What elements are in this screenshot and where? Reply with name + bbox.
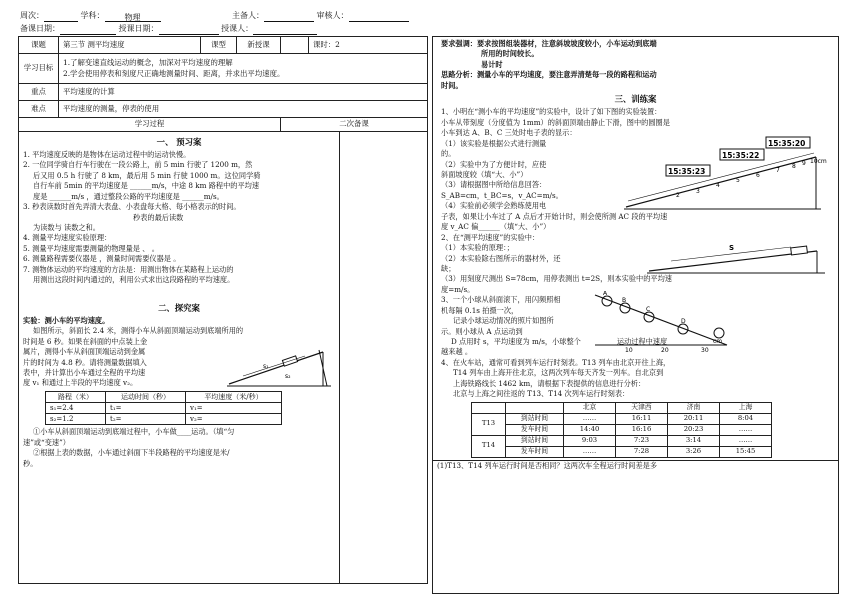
cell-s2: s₂=1.2: [46, 414, 106, 425]
clock-c: 15:35:23: [668, 166, 706, 176]
header-row-2: [20, 23, 317, 35]
clock-b: 15:35:22: [722, 150, 760, 160]
r22: 示。则小球从 A 点运动到: [441, 326, 523, 336]
tt-r0c5: 8:04: [720, 413, 772, 424]
svg-text:6: 6: [756, 171, 760, 179]
hard-value: 平均速度的测量，停表的使用: [59, 101, 428, 118]
e6: 度 v₁ 和通过上半段的平均速度 v₂。: [23, 378, 138, 388]
p3a: 3. 秒表读数时首先弄清大表盘、小表盘每大格、每小格表示的时间。: [23, 202, 241, 212]
prep-date-blank[interactable]: [60, 25, 116, 35]
tt-r1c1: 发车时间: [506, 424, 564, 435]
p5: 5. 测量平均速度需要测量的物理量是 、 。: [23, 243, 159, 253]
goals-label: 学习目标: [19, 54, 59, 84]
teacher-blank[interactable]: [253, 25, 317, 35]
svg-text:C: C: [646, 306, 651, 314]
req3: 易计时: [481, 59, 503, 69]
svg-text:8: 8: [792, 162, 796, 170]
tt-train-t13: T13: [472, 413, 506, 435]
week-label: 周次：: [20, 11, 44, 20]
q1b: 速”或“变速”）: [23, 437, 70, 447]
tt-r1c5: ……: [720, 424, 772, 435]
cell-t2[interactable]: t₂=: [106, 414, 186, 425]
svg-text:4: 4: [716, 181, 720, 189]
main-preparer-label: 主备人：: [232, 11, 264, 20]
tt-r3c5: 15:45: [720, 446, 772, 457]
hard-label: 难点: [19, 101, 59, 118]
p2b: 后又用 0.5 h 行驶了 8 km，最后用 5 min 行驶 1000 m。这位同学骑: [33, 170, 261, 180]
main-preparer-blank[interactable]: [264, 12, 314, 22]
r24: 越来越 。: [441, 347, 473, 357]
teach-date-blank[interactable]: [159, 25, 219, 35]
p3b: 秒表的最后读数: [133, 212, 184, 222]
teach-date-label: 授课日期：: [118, 24, 159, 33]
type-value: 新授课: [237, 37, 281, 54]
r19: 3、一个小球从斜面滚下，用闪频照相: [441, 295, 561, 305]
p4: 4. 测量平均速度实验原理：: [23, 233, 112, 243]
cell-s1: s₁=2.4: [46, 403, 106, 414]
topic-label: 课题: [19, 37, 59, 54]
timetable: [471, 402, 772, 458]
tt-h4: 济南: [668, 402, 720, 413]
svg-text:7: 7: [776, 166, 780, 174]
tt-r2c2: 9:03: [564, 435, 616, 446]
r5: 的。: [441, 149, 456, 159]
goal-1: 1.了解变速直线运动的概念，加深对平均速度的理解: [63, 57, 233, 67]
p7a: 7. 测物体运动的平均速度的方法是：用测出物体在某路程上运动的: [23, 264, 234, 274]
p2d: 度是 ______m/s ，通过整段公路的平均速度是 ______m/s。: [33, 191, 224, 201]
tt-r1c4: 20:23: [668, 424, 720, 435]
r3: 小车到达 A、B、C 三处时电子表的显示：: [441, 128, 577, 138]
topic-value: 第三节 测平均速度: [59, 37, 201, 54]
q1a: ①小车从斜面顶端运动到底端过程中，小车做____运动。（填“匀: [33, 427, 235, 437]
train-title: 三、训练案: [614, 94, 657, 105]
r17: （3）用刻度尺测出 S=78cm，用停表测出 t=2S，则本实验中的平均速: [441, 274, 672, 284]
ramp-clock-figure: [616, 131, 830, 221]
r7: 斜面坡度较（填“大、小”）: [441, 170, 528, 179]
tt-h3: 天津西: [616, 402, 668, 413]
p2a: 2. 一位同学骑自行车行驶在一段公路上，前 5 min 行驶了 1200 m，然: [23, 160, 253, 170]
r11: 子表，如果让小车过了 A 点后才开始计时，则会使所测 AC 段的平均速: [441, 211, 668, 221]
q2b: 秒。: [23, 458, 38, 468]
svg-text:A: A: [603, 291, 608, 298]
svg-text:20: 20: [661, 347, 669, 354]
preview-title: 一、 预习案: [156, 136, 202, 147]
reviewer-blank[interactable]: [349, 12, 409, 22]
header-row-1b: [232, 10, 409, 22]
p2c: 自行车前 5min 的平均速度是 ______m/s，中途 8 km 路程中的平均速: [33, 181, 260, 191]
r12: 度 v_AC 偏______（填“大、小”）: [441, 222, 551, 232]
fig1-unit: 10cm: [810, 157, 827, 165]
tt-h5: 上海: [720, 402, 772, 413]
r1: 1、小明在“测小车的平均速度”的实验中，设计了如下图的实验装置：: [441, 107, 662, 117]
svg-text:s₂: s₂: [285, 373, 291, 381]
cart-ramp-figure: [641, 237, 831, 279]
exp-title: 实验：测小车的平均速度。: [23, 315, 110, 325]
svg-text:10: 10: [625, 347, 633, 354]
r16: 缺；: [441, 263, 456, 273]
hours-label: 课时：2: [309, 37, 428, 54]
r27: 上海铁路线长 1462 km，请根据下表提供的信息进行分析：: [453, 378, 646, 388]
r6: （2）实验中为了方便计时，应使: [441, 159, 547, 169]
process-label: 学习过程: [19, 118, 281, 132]
ball-ramp-figure: [591, 291, 731, 353]
tt-r3c3: 7:28: [616, 446, 668, 457]
r15: （2）本实验除右图所示的器材外，还: [441, 253, 561, 263]
cell-t1[interactable]: t₁=: [106, 403, 186, 414]
r20: 机每隔 0.1s 拍摄一次，: [441, 305, 519, 315]
right-column: [432, 36, 839, 594]
think1: 思路分析：测量小车的平均速度，要注意弄清楚每一段的路程和运动: [441, 70, 657, 80]
svg-text:2: 2: [676, 191, 680, 199]
teacher-label: 授课人：: [221, 24, 254, 33]
tt-r0c2: ……: [564, 413, 616, 424]
think2: 时间。: [441, 80, 463, 90]
p6: 6. 测量路程需要仪器是 ，测量时间需要仪器是 。: [23, 254, 181, 264]
subject-label: 学科：: [80, 11, 105, 20]
r18: 度=m/s。: [441, 284, 475, 294]
svg-text:B: B: [622, 297, 627, 305]
second-label: 二次备课: [281, 118, 428, 132]
tt-r0c1: 到站时间: [506, 413, 564, 424]
left-column: [18, 36, 428, 584]
data-table: [45, 391, 282, 425]
r2: 小车从带刻度（分度值为 1mm）的斜面顶端由静止下滑，图中的圆圈是: [441, 117, 670, 127]
r4: （1）该实验是根据公式进行测量: [441, 138, 547, 148]
r8: （3）请根据图中所给信息回答：: [441, 180, 547, 190]
tt-r2c5: ……: [720, 435, 772, 446]
e4: 片的时间为 4.8 秒。请将测量数据填入: [23, 357, 147, 367]
r25: 4、在火车站，通常可看到列车运行时刻表。T13 列车由北京开往上海，: [441, 357, 671, 367]
th-distance: 路程（米）: [46, 391, 106, 402]
explore-title: 二、探究案: [158, 302, 200, 313]
q2a: ②根据上表的数据，小车通过斜面下半段路程的平均速度是米/: [33, 448, 230, 458]
tt-r3c4: 3:26: [668, 446, 720, 457]
th-time: 运动时间（秒）: [106, 391, 186, 402]
svg-text:5: 5: [736, 176, 740, 184]
tt-r2c4: 3:14: [668, 435, 720, 446]
tt-r3c1: 发车时间: [506, 446, 564, 457]
tt-train-t14: T14: [472, 435, 506, 457]
e2: 时间是 6 秒。如果在斜面的中点装上金: [23, 336, 148, 346]
p1: 1. 平均速度反映的是物体在运动过程中的运动快慢。: [23, 149, 191, 159]
svg-text:3: 3: [696, 187, 700, 195]
req1: 要求强调：要求按图组装器材，注意斜坡坡度较小，小车运动到底端: [441, 39, 657, 48]
e3: 属片，测得小车从斜面顶端运动到金属: [23, 347, 146, 357]
svg-text:30: 30: [701, 347, 709, 354]
key-value: 平均速度的计算: [59, 84, 428, 101]
e1: 如图所示，斜面长 2.4 米，测得小车从斜面顶端运动到底端所用的: [33, 326, 244, 336]
r13: 2、在“测平均速度”的实验中：: [441, 232, 540, 242]
r26: T14 列车由上海开往北京，这两次列车每天齐发一列车。自北京到: [453, 368, 664, 378]
header-row-1: [20, 10, 161, 22]
p7b: 用测出这段时间内通过的，利用公式求出这段路程的平均速度。: [33, 275, 235, 285]
tt-r2c3: 7:23: [616, 435, 668, 446]
left-body: [18, 132, 428, 584]
cell-v2[interactable]: v₂=: [186, 414, 282, 425]
p3c: 为读数与 读数之和。: [33, 222, 100, 232]
req2: 所用的时间较长。: [481, 49, 539, 59]
tt-h2: 北京: [564, 402, 616, 413]
info-table: [18, 36, 428, 132]
tt-h0: [472, 402, 506, 413]
tt-r1c3: 16:16: [616, 424, 668, 435]
tt-r0c3: 16:11: [616, 413, 668, 424]
week-blank[interactable]: [44, 12, 78, 22]
fig3-unit: cm: [713, 338, 723, 346]
r9: S_AB=cm，t_BC=s，v_AC=m/s。: [441, 190, 563, 200]
svg-text:D: D: [681, 318, 686, 326]
th-speed: 平均速度（米/秒）: [186, 391, 282, 402]
svg-text:9: 9: [802, 159, 806, 167]
r28: 北京与上海之间往返的 T13、T14 次列车运行时刻表：: [453, 389, 630, 399]
r21: 记录小球运动情况的照片如图所: [453, 316, 554, 326]
cell-v1[interactable]: v₁=: [186, 403, 282, 414]
r10: （4）实验前必须学会熟练使用电: [441, 201, 547, 211]
goal-2: 2.学会使用停表和刻度尺正确地测量时间、距离，并求出平均速度。: [63, 68, 285, 78]
prep-date-label: 备课日期：: [20, 24, 60, 33]
subject-value: 物理: [105, 12, 161, 22]
reviewer-label: 审核人：: [316, 11, 349, 20]
tt-r0c4: 20:11: [668, 413, 720, 424]
key-label: 重点: [19, 84, 59, 101]
type-label: 课型: [201, 37, 237, 54]
incline-figure: [223, 336, 335, 392]
tt-r1c2: 14:40: [564, 424, 616, 435]
r29: (1)T13、T14 列车运行时间是否相同？这两次车全程运行时间差是多: [433, 460, 838, 471]
r14: （1）本实验的原理：；: [441, 243, 514, 253]
tt-h1: [506, 402, 564, 413]
e5: 表中，并计算出小车通过全程的平均速: [23, 367, 146, 377]
r23b: 运动过程中速度: [616, 337, 668, 346]
r23: D 点用时 s，平均速度为 m/s，小球整个 运动过程中速度: [451, 337, 668, 346]
fig2-label: S: [729, 244, 735, 253]
tt-r3c2: ……: [564, 446, 616, 457]
clock-a: 15:35:20: [768, 138, 806, 148]
svg-text:s₁: s₁: [263, 363, 269, 371]
tt-r2c1: 到站时间: [506, 435, 564, 446]
